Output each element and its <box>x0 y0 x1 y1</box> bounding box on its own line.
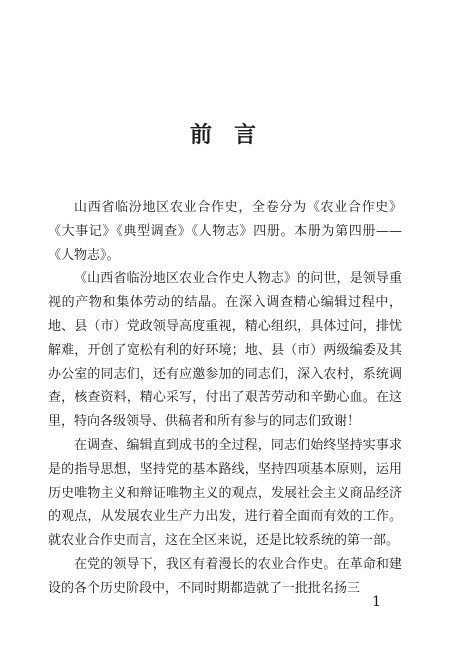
page-title: 前言 <box>189 122 278 148</box>
body-text <box>48 196 402 601</box>
paragraph-1: 山西省临汾地区农业合作史，全卷分为《农业合作史》《大事记》《典型调查》《人物志》四册。本册为第四册——《人物志》。 <box>48 200 402 263</box>
paragraph-3: 在调查、编辑直到成书的全过程，同志们始终坚持实事求是的指导思想，坚持党的基本路线，坚持四项基本原则，运用历史唯物主义和辩证唯物主义的观点，发展社会主义商品经济的观点，从发展农业生产力出发，进行着全面而有效的工作。就农业合作史而言，这在全区来说，还是比较系统的第一部。 <box>48 437 402 549</box>
page-number: 1 <box>372 594 381 610</box>
paragraph-4: 在党的领导下，我区有着漫长的农业合作史。在革命和建设的各个历史阶段中，不同时期都造就了一批批名扬三 <box>48 556 402 596</box>
paragraph-2: 《山西省临汾地区农业合作史人物志》的问世，是领导重视的产物和集体劳动的结晶。在深入调查精心编辑过程中，地、县（市）党政领导高度重视，精心组织，具体过问，排忧解难，开创了宽松有利的好环境；地、县（市）两级编委及其办公室的同志们，还有应邀参加的同志们，深入农村，系统调查，核查资料，精心采写，付出了艰苦劳动和辛勤心血。在这里，特向各级领导、供稿者和所有参与的同志们致谢！ <box>48 271 402 430</box>
